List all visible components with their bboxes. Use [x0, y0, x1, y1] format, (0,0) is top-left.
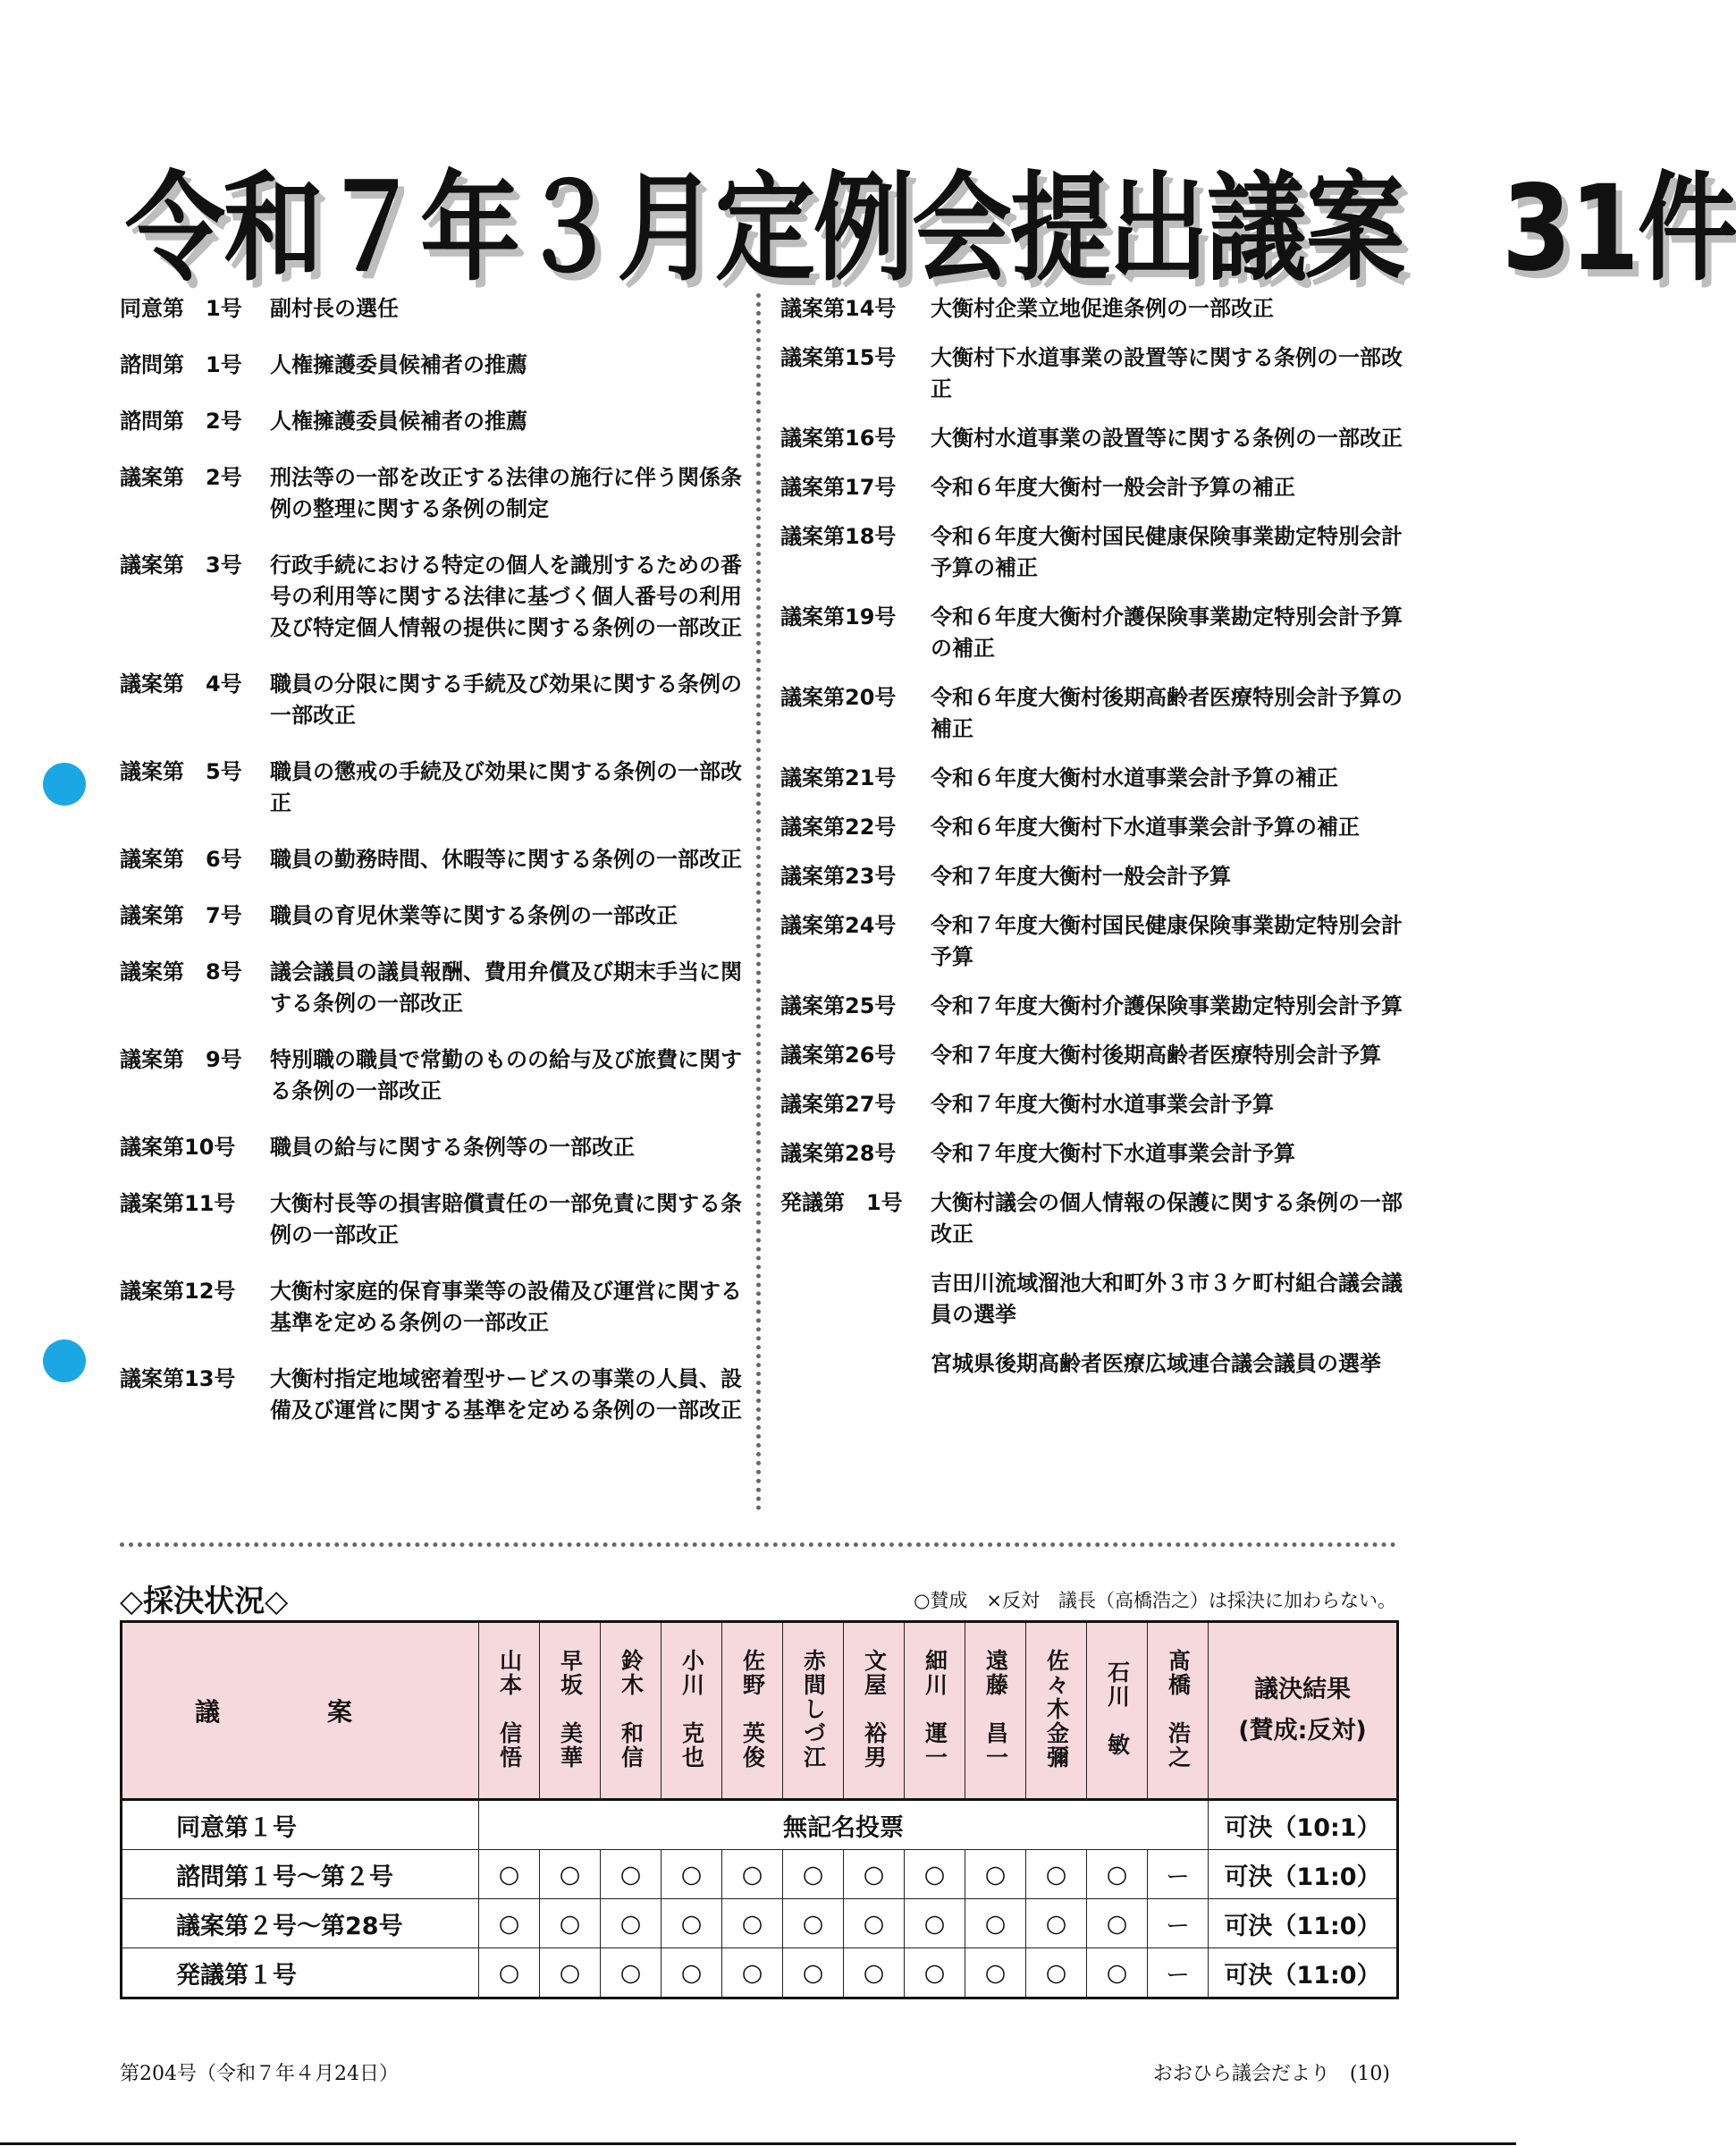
bill-item — [120, 293, 746, 325]
bill-item — [780, 682, 1406, 745]
vote-row-name: 同意第１号 — [122, 1800, 479, 1850]
vote-mark: ○ — [1026, 1948, 1087, 1998]
member-header — [1026, 1622, 1087, 1800]
bill-title: 大衡村水道事業の設置等に関する条例の一部改正 — [931, 426, 1403, 451]
bill-item — [120, 957, 746, 1019]
bill-number: 諮問第 1号 — [120, 352, 242, 377]
bill-item — [120, 844, 746, 875]
vote-mark: ○ — [1026, 1850, 1087, 1899]
member-header — [965, 1622, 1026, 1800]
column-divider — [756, 293, 761, 1511]
bill-number: 議案第26号 — [780, 1043, 897, 1068]
bill-number: 議案第18号 — [780, 524, 897, 549]
bill-number: 議案第24号 — [780, 913, 897, 938]
bill-title: 行政手続における特定の個人を識別するための番号の利用等に関する法律に基づく個人番号の利用及び特定個人情報の提供に関する条例の一部改正 — [270, 553, 742, 640]
vote-mark: ー — [1148, 1850, 1209, 1899]
vote-mark: ○ — [905, 1899, 965, 1948]
vote-mark: ○ — [722, 1948, 783, 1998]
vote-mark: ○ — [479, 1850, 540, 1899]
bill-item — [780, 1089, 1406, 1120]
right-bill-list — [780, 293, 1406, 1398]
bill-number — [780, 1268, 931, 1331]
bill-title: 令和６年度大衡村国民健康保険事業勘定特別会計予算の補正 — [931, 524, 1403, 580]
bill-item — [780, 1138, 1406, 1170]
member-name: 文屋 裕男 — [861, 1648, 888, 1770]
vote-mark: ○ — [965, 1850, 1026, 1899]
vote-mark: ○ — [783, 1850, 844, 1899]
vote-mark: ○ — [540, 1850, 601, 1899]
member-name: 早坂 美華 — [557, 1648, 584, 1770]
vote-mark: ○ — [905, 1850, 965, 1899]
vote-mark: ○ — [662, 1899, 722, 1948]
bill-number: 議案第 4号 — [120, 672, 242, 697]
member-header — [540, 1622, 601, 1800]
vote-row-name: 議案第２号～第28号 — [122, 1899, 479, 1948]
bill-item — [780, 1040, 1406, 1071]
bill-item — [780, 861, 1406, 892]
bill-item — [120, 1276, 746, 1339]
bill-number: 議案第 3号 — [120, 553, 242, 578]
bill-number: 議案第 7号 — [120, 903, 242, 928]
member-header — [905, 1622, 965, 1800]
bill-title: 令和６年度大衡村介護保険事業勘定特別会計予算の補正 — [931, 604, 1403, 661]
member-name: 細川 運一 — [922, 1648, 948, 1770]
bill-title: 職員の分限に関する手続及び効果に関する条例の一部改正 — [270, 672, 742, 728]
vote-header-row — [122, 1622, 1398, 1800]
bill-number: 議案第12号 — [120, 1279, 236, 1304]
vote-table-body — [122, 1800, 1398, 1998]
vote-mark: ○ — [722, 1850, 783, 1899]
blue-dot-marker — [43, 763, 86, 806]
bill-item — [780, 1268, 1406, 1331]
bill-number: 議案第14号 — [780, 296, 897, 321]
vote-result: 可決（11:0） — [1209, 1850, 1398, 1899]
member-name: 石川 敏 — [1104, 1660, 1131, 1757]
blue-dot-marker — [43, 1339, 86, 1382]
vote-mark: ○ — [965, 1948, 1026, 1998]
bill-item — [120, 462, 746, 525]
member-header — [662, 1622, 722, 1800]
section-divider — [120, 1542, 1396, 1547]
vote-row — [122, 1850, 1398, 1899]
vote-mark: ○ — [479, 1899, 540, 1948]
bill-title: 令和６年度大衡村一般会計予算の補正 — [931, 475, 1295, 500]
bill-item — [120, 1364, 746, 1426]
bill-title: 人権擁護委員候補者の推薦 — [270, 352, 527, 377]
vote-mark: ○ — [844, 1948, 905, 1998]
bill-number: 議案第13号 — [120, 1366, 236, 1391]
vote-mark: ○ — [1087, 1850, 1148, 1899]
bill-number: 議案第11号 — [120, 1191, 236, 1216]
bill-item — [120, 350, 746, 381]
vote-table — [120, 1620, 1399, 1999]
vote-mark: ○ — [783, 1899, 844, 1948]
secret-ballot-cell: 無記名投票 — [479, 1800, 1209, 1850]
bill-number: 議案第17号 — [780, 475, 897, 500]
bill-item — [780, 1187, 1406, 1250]
vote-mark: ○ — [905, 1948, 965, 1998]
bill-number: 諮問第 2号 — [120, 409, 242, 434]
bill-title: 職員の給与に関する条例等の一部改正 — [270, 1135, 635, 1160]
vote-mark: ○ — [722, 1899, 783, 1948]
member-name: 佐野 英俊 — [739, 1648, 766, 1770]
member-name: 赤間しづ江 — [800, 1648, 827, 1770]
vote-legend: ○賛成 ×反対 議長（高橋浩之）は採決に加わらない。 — [914, 1590, 1396, 1611]
vote-mark: ○ — [540, 1899, 601, 1948]
member-header — [844, 1622, 905, 1800]
member-name: 佐々木金彌 — [1043, 1648, 1070, 1770]
bill-title: 職員の懲戒の手続及び効果に関する条例の一部改正 — [270, 759, 742, 815]
bill-title: 令和７年度大衡村水道事業会計予算 — [931, 1092, 1274, 1117]
vote-mark: ○ — [601, 1899, 662, 1948]
bill-item — [780, 910, 1406, 973]
bill-item — [780, 812, 1406, 843]
bill-item — [120, 669, 746, 731]
bill-title: 刑法等の一部を改正する法律の施行に伴う関係条例の整理に関する条例の制定 — [270, 465, 742, 521]
vote-mark: ○ — [479, 1948, 540, 1998]
bill-number: 議案第 2号 — [120, 465, 242, 490]
bill-title: 職員の育児休業等に関する条例の一部改正 — [270, 903, 678, 928]
bill-title: 令和６年度大衡村下水道事業会計予算の補正 — [931, 815, 1360, 840]
bill-title: 人権擁護委員候補者の推薦 — [270, 409, 527, 434]
bill-title: 令和７年度大衡村国民健康保険事業勘定特別会計予算 — [931, 913, 1403, 969]
bill-title: 令和７年度大衡村介護保険事業勘定特別会計予算 — [931, 993, 1403, 1018]
vote-mark: ○ — [662, 1948, 722, 1998]
bill-item — [120, 900, 746, 932]
bill-number: 議案第20号 — [780, 685, 897, 710]
bill-number: 議案第27号 — [780, 1092, 897, 1117]
vote-row-name: 諮問第１号～第２号 — [122, 1850, 479, 1899]
vote-section-heading: ◇採決状況◇ — [120, 1584, 289, 1619]
member-name: 鈴木 和信 — [618, 1648, 645, 1770]
bill-item — [120, 406, 746, 437]
bill-title: 大衡村下水道事業の設置等に関する条例の一部改正 — [931, 345, 1403, 401]
issue-info: 第204号（令和７年４月24日） — [120, 2063, 399, 2085]
page-title: 令和７年３月定例会提出議案 31件 — [125, 160, 1736, 298]
vote-mark: ○ — [1087, 1899, 1148, 1948]
bill-item — [120, 1044, 746, 1107]
bill-item — [780, 763, 1406, 794]
bill-item — [780, 342, 1406, 405]
bill-item — [780, 293, 1406, 325]
bill-number: 議案第10号 — [120, 1135, 236, 1160]
bill-item — [120, 756, 746, 819]
bill-title: 大衡村長等の損害賠償責任の一部免責に関する条例の一部改正 — [270, 1191, 742, 1247]
bill-title: 特別職の職員で常勤のものの給与及び旅費に関する条例の一部改正 — [270, 1047, 742, 1103]
bill-title: 大衡村議会の個人情報の保護に関する条例の一部改正 — [931, 1190, 1403, 1246]
member-name: 山本 信悟 — [496, 1648, 523, 1770]
bill-item — [780, 602, 1406, 664]
bill-number: 議案第 5号 — [120, 759, 242, 784]
vote-mark: ー — [1148, 1899, 1209, 1948]
bill-title: 副村長の選任 — [270, 296, 399, 321]
bill-item — [120, 1132, 746, 1163]
vote-result: 可決（10:1） — [1209, 1800, 1398, 1850]
bill-title: 令和６年度大衡村後期高齢者医療特別会計予算の補正 — [931, 685, 1403, 741]
bill-item — [780, 1348, 1406, 1380]
bill-title: 宮城県後期高齢者医療広域連合議会議員の選挙 — [931, 1351, 1381, 1376]
member-header — [1087, 1622, 1148, 1800]
vote-mark: ○ — [601, 1948, 662, 1998]
member-header — [479, 1622, 540, 1800]
bill-title: 大衡村企業立地促進条例の一部改正 — [931, 296, 1274, 321]
member-header — [601, 1622, 662, 1800]
bill-number: 議案第 9号 — [120, 1047, 242, 1072]
member-header — [783, 1622, 844, 1800]
member-header — [1148, 1622, 1209, 1800]
bill-number: 議案第 6号 — [120, 847, 242, 872]
bill-number: 議案第28号 — [780, 1141, 897, 1166]
vote-row-name: 発議第１号 — [122, 1948, 479, 1998]
result-column-header: 議決結果 (賛成:反対) — [1209, 1622, 1398, 1800]
newsletter-name-page: おおひら議会だより (10) — [1152, 2063, 1390, 2085]
bill-number: 議案第15号 — [780, 345, 897, 370]
vote-mark: ○ — [662, 1850, 722, 1899]
vote-mark: ○ — [1026, 1899, 1087, 1948]
member-header — [722, 1622, 783, 1800]
vote-row — [122, 1800, 1398, 1850]
vote-mark: ○ — [844, 1899, 905, 1948]
bill-number: 議案第19号 — [780, 604, 897, 629]
vote-mark: ー — [1148, 1948, 1209, 1998]
bill-title: 大衡村家庭的保育事業等の設備及び運営に関する基準を定める条例の一部改正 — [270, 1279, 742, 1335]
vote-mark: ○ — [540, 1948, 601, 1998]
vote-mark: ○ — [1087, 1948, 1148, 1998]
bill-number: 発議第 1号 — [780, 1190, 903, 1215]
bill-title: 令和７年度大衡村後期高齢者医療特別会計予算 — [931, 1043, 1381, 1068]
bill-title: 令和７年度大衡村下水道事業会計予算 — [931, 1141, 1295, 1166]
vote-row — [122, 1899, 1398, 1948]
vote-mark: ○ — [601, 1850, 662, 1899]
bill-number: 議案第22号 — [780, 815, 897, 840]
bill-title: 吉田川流域溜池大和町外３市３ケ町村組合議会議員の選挙 — [931, 1271, 1403, 1327]
bill-number: 同意第 1号 — [120, 296, 242, 321]
bill-title: 職員の勤務時間、休暇等に関する条例の一部改正 — [270, 847, 742, 872]
bill-number: 議案第16号 — [780, 426, 897, 451]
bill-item — [780, 472, 1406, 503]
left-bill-list — [120, 293, 746, 1451]
bill-item — [120, 550, 746, 644]
bill-title: 大衡村指定地域密着型サービスの事業の人員、設備及び運営に関する基準を定める条例の一部改正 — [270, 1366, 742, 1423]
bill-title: 令和７年度大衡村一般会計予算 — [931, 864, 1231, 889]
vote-mark: ○ — [844, 1850, 905, 1899]
bill-number: 議案第23号 — [780, 864, 897, 889]
member-name: 小川 克也 — [678, 1648, 705, 1770]
vote-row — [122, 1948, 1398, 1998]
vote-result: 可決（11:0） — [1209, 1899, 1398, 1948]
bill-number: 議案第 8号 — [120, 959, 242, 984]
bill-item — [120, 1188, 746, 1251]
bill-number: 議案第21号 — [780, 765, 897, 790]
agenda-column-header: 議案 — [122, 1622, 479, 1800]
bill-number: 議案第25号 — [780, 993, 897, 1018]
bill-number — [780, 1348, 931, 1380]
bill-item — [780, 991, 1406, 1022]
bill-title: 令和６年度大衡村水道事業会計予算の補正 — [931, 765, 1338, 790]
vote-mark: ○ — [965, 1899, 1026, 1948]
bottom-rule — [0, 2142, 1516, 2145]
member-name: 髙橋 浩之 — [1165, 1648, 1192, 1770]
vote-mark: ○ — [783, 1948, 844, 1998]
bill-item — [780, 521, 1406, 584]
vote-result: 可決（11:0） — [1209, 1948, 1398, 1998]
bill-title: 議会議員の議員報酬、費用弁償及び期末手当に関する条例の一部改正 — [270, 959, 742, 1016]
member-name: 遠藤 昌一 — [982, 1648, 1009, 1770]
bill-item — [780, 423, 1406, 454]
